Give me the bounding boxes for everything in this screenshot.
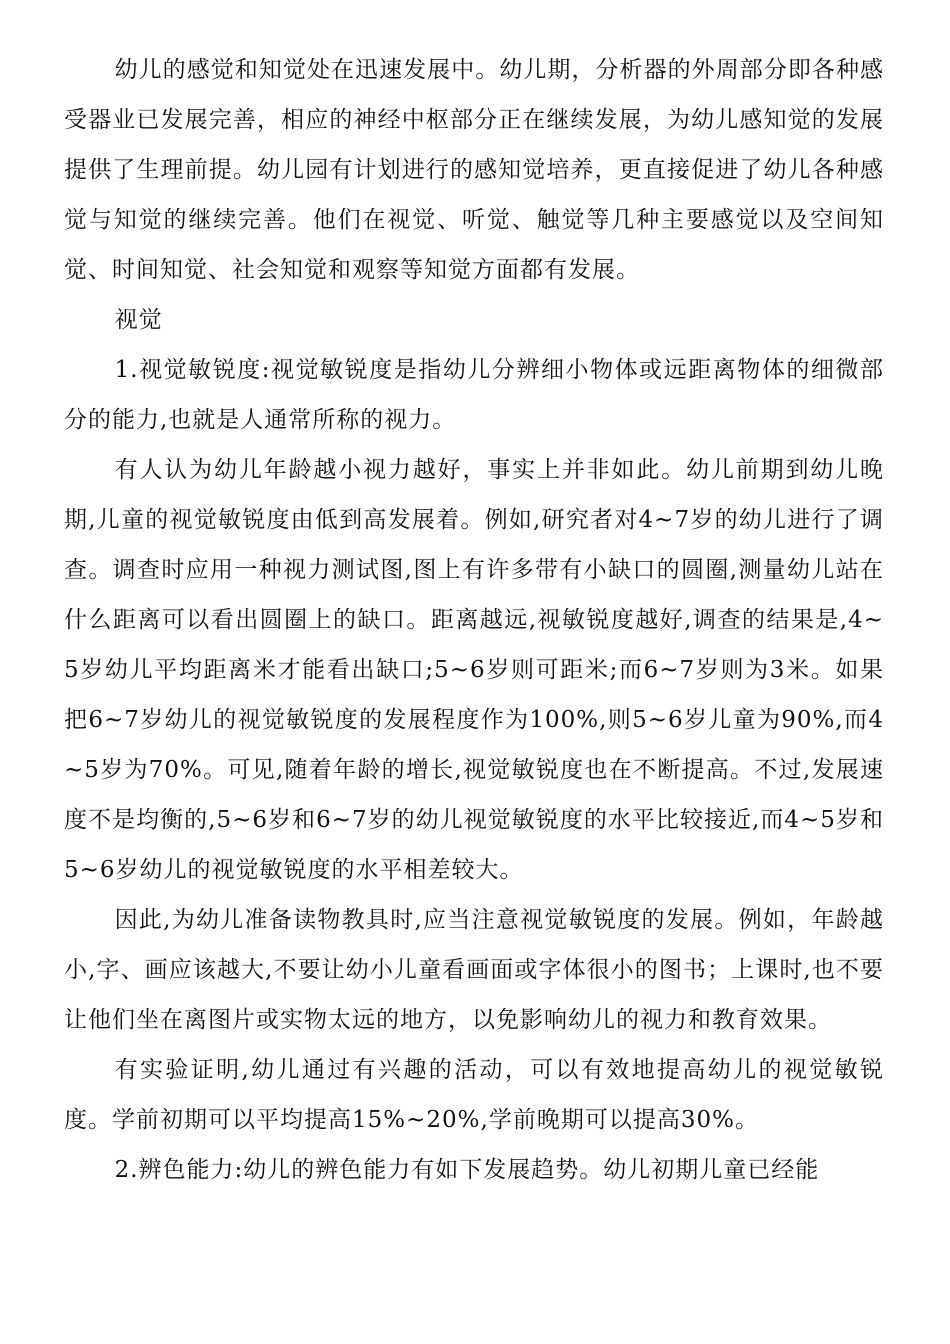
- paragraph-visual-acuity-definition: 1.视觉敏锐度:视觉敏锐度是指幼儿分辨细小物体或远距离物体的细微部分的能力,也就是人通常所称的视力。: [64, 357, 884, 433]
- paragraph-teaching-implications: 因此,为幼儿准备读物教具时,应当注意视觉敏锐度的发展。例如，年龄越小,字、画应该越大,不要让幼小儿童看画面或字体很小的图书；上课时,也不要让他们坐在离图片或实物太远的地方，以免影响幼儿的视力和教育效果。: [64, 907, 884, 1033]
- paragraph-visual-acuity-research: 有人认为幼儿年龄越小视力越好，事实上并非如此。幼儿前期到幼儿晚期,儿童的视觉敏锐度由低到高发展着。例如,研究者对4~7岁的幼儿进行了调查。调查时应用一种视力测试图,图上有许多带有小缺口的圆圈,测量幼儿站在什么距离可以看出圆圈上的缺口。距离越远,视敏锐度越好,调查的结果是,4~5岁幼儿平均距离米才能看出缺口;5~6岁则可距米;而6~7岁则为3米。如果把6~7岁幼儿的视觉敏锐度的发展程度作为100%,则5~6岁儿童为90%,而4~5岁为70%。可见,随着年龄的增长,视觉敏锐度也在不断提高。不过,发展速度不是均衡的,5~6岁和6~7岁的幼儿视觉敏锐度的水平比较接近,而4~5岁和5~6岁幼儿的视觉敏锐度的水平相差较大。: [64, 457, 884, 883]
- document-body: [64, 45, 884, 1195]
- section-heading-vision: 视觉: [114, 307, 163, 333]
- paragraph-intro: 幼儿的感觉和知觉处在迅速发展中。幼儿期，分析器的外周部分即各种感受器业已发展完善，相应的神经中枢部分正在继续发展，为幼儿感知觉的发展提供了生理前提。幼儿园有计划进行的感知觉培养，更直接促进了幼儿各种感觉与知觉的继续完善。他们在视觉、听觉、触觉等几种主要感觉以及空间知觉、时间知觉、社会知觉和观察等知觉方面都有发展。: [64, 57, 884, 283]
- paragraph-experiment-results: 有实验证明,幼儿通过有兴趣的活动，可以有效地提高幼儿的视觉敏锐度。学前初期可以平均提高15%~20%,学前晚期可以提高30%。: [64, 1057, 884, 1133]
- paragraph-color-discrimination: 2.辨色能力:幼儿的辨色能力有如下发展趋势。幼儿初期儿童已经能: [114, 1157, 820, 1183]
